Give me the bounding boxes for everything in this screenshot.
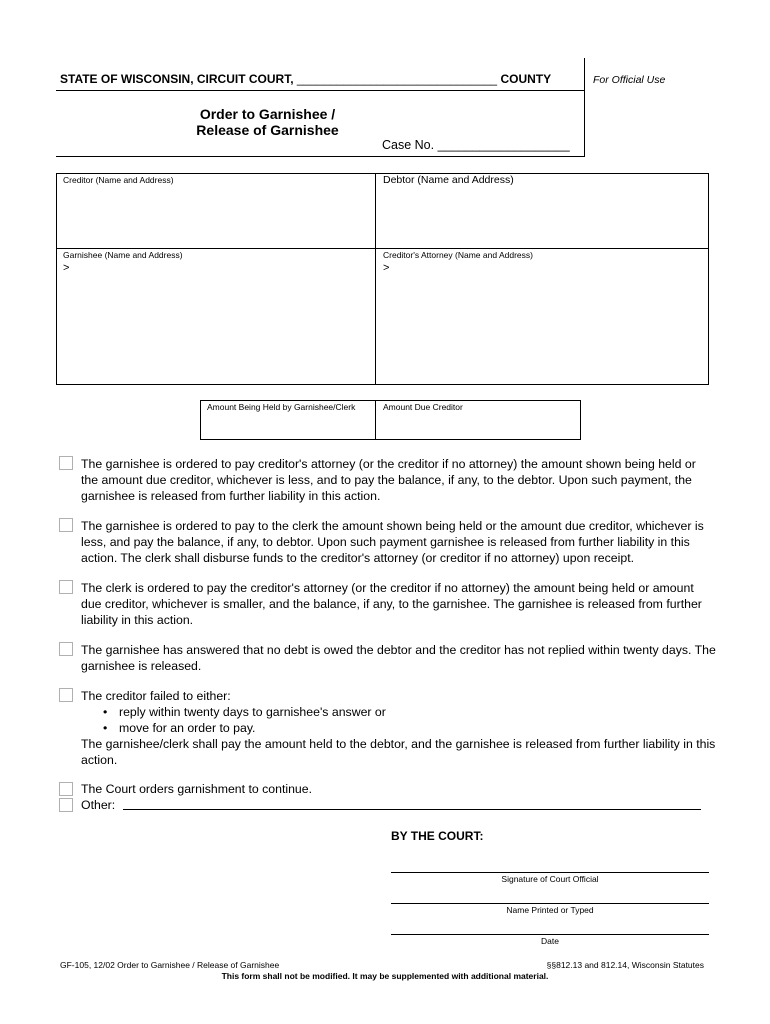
footer-statutes: §§812.13 and 812.14, Wisconsin Statutes xyxy=(546,960,704,970)
option-creditor-failed-bullet-1: • reply within twenty days to garnishee's answer or xyxy=(101,704,716,720)
garnishee-label: Garnishee (Name and Address) xyxy=(63,250,183,260)
by-the-court: BY THE COURT: xyxy=(391,829,484,843)
option-pay-clerk-checkbox[interactable] xyxy=(59,518,73,532)
option-other-label: Other: xyxy=(81,798,116,812)
option-continue-text: The Court orders garnishment to continue. xyxy=(81,782,313,796)
option-creditor-failed-intro: The creditor failed to either: xyxy=(81,689,231,703)
case-no-field[interactable]: ___________________ xyxy=(437,138,570,152)
parties-row-divider xyxy=(56,248,708,249)
signature-label: Signature of Court Official xyxy=(501,874,599,884)
county-blank[interactable]: ______________________________ xyxy=(296,72,498,86)
creditor-field[interactable] xyxy=(57,186,374,247)
amount-held-field[interactable] xyxy=(201,414,374,438)
other-input-line[interactable] xyxy=(123,809,701,810)
case-number xyxy=(382,138,570,152)
parties-col-divider xyxy=(375,173,376,384)
option-no-debt-paragraph: The garnishee has answered that no debt is owed the debtor and the creditor has not replied within twenty days. The garnishee is released. xyxy=(81,643,716,673)
option-creditor-failed-bullet-2: • move for an order to pay. xyxy=(101,720,716,736)
form-title-line2: Release of Garnishee xyxy=(196,122,339,138)
official-use-divider xyxy=(584,58,585,156)
name-printed-label: Name Printed or Typed xyxy=(506,905,594,915)
option-clerk-pay-checkbox[interactable] xyxy=(59,580,73,594)
amount-held-label: Amount Being Held by Garnishee/Clerk xyxy=(207,402,356,412)
option-continue-checkbox[interactable] xyxy=(59,782,73,796)
creditor-label: Creditor (Name and Address) xyxy=(63,175,174,185)
form-title-line1: Order to Garnishee / xyxy=(199,106,336,122)
date-line[interactable] xyxy=(391,934,709,935)
creditor-attorney-label: Creditor's Attorney (Name and Address) xyxy=(383,250,533,260)
amount-due-label: Amount Due Creditor xyxy=(383,402,463,412)
option-pay-clerk-paragraph: The garnishee is ordered to pay to the clerk the amount shown being held or the amount due creditor, whichever is less, and pay the balance, if any, to debtor. Upon such payment garnishee is released from further liability in this action. The clerk shall disburse funds to the creditor's attorney (or creditor if no attorney) upon receipt. xyxy=(81,519,704,565)
footer-form-id: GF-105, 12/02 Order to Garnishee / Release of Garnishee xyxy=(60,960,280,970)
debtor-field[interactable] xyxy=(377,188,706,247)
footer-notice: This form shall not be modified. It may be supplemented with additional material. xyxy=(221,971,549,981)
option-pay-creditor-text xyxy=(81,456,716,504)
option-pay-creditor-paragraph: The garnishee is ordered to pay creditor's attorney (or the creditor if no attorney) the amount shown being held or the amount due creditor, whichever is less, and to pay the balance, if any, to the debtor. Upon such payment, the garnishee is released from further liability in this action. xyxy=(81,457,696,503)
option-other-checkbox[interactable] xyxy=(59,798,73,812)
date-label: Date xyxy=(541,936,559,946)
header-bottom-rule xyxy=(56,156,585,157)
option-clerk-pay-text xyxy=(81,580,716,628)
debtor-label: Debtor (Name and Address) xyxy=(383,174,514,186)
garnishee-field[interactable] xyxy=(57,262,374,382)
signature-line[interactable] xyxy=(391,872,709,873)
option-clerk-pay-paragraph: The clerk is ordered to pay the creditor's attorney (or the creditor if no attorney) the amount being held or amount due creditor, whichever is smaller, and the balance, if any, to the garnishee. The garnishee is released from further liability in this action. xyxy=(81,581,702,627)
option-no-debt-text xyxy=(81,642,716,674)
option-pay-creditor-checkbox[interactable] xyxy=(59,456,73,470)
case-no-label: Case No. xyxy=(382,138,435,152)
option-creditor-failed-text xyxy=(81,688,716,768)
option-no-debt-checkbox[interactable] xyxy=(59,642,73,656)
official-use-label: For Official Use xyxy=(593,74,666,86)
header-divider xyxy=(56,90,584,91)
garnishee-arrow: > xyxy=(63,262,70,274)
amount-due-field[interactable] xyxy=(377,414,578,438)
creditor-attorney-field[interactable] xyxy=(377,262,706,382)
county-label: COUNTY xyxy=(497,72,552,86)
name-printed-line[interactable] xyxy=(391,903,709,904)
option-creditor-failed-checkbox[interactable] xyxy=(59,688,73,702)
amounts-col-divider xyxy=(375,400,376,440)
creditor-attorney-arrow: > xyxy=(383,262,390,274)
option-creditor-failed-outro: The garnishee/clerk shall pay the amount held to the debtor, and the garnishee is released from further liability in this action. xyxy=(81,737,716,767)
court-prefix: STATE OF WISCONSIN, CIRCUIT COURT, xyxy=(60,72,297,86)
option-pay-clerk-text xyxy=(81,518,716,566)
court-heading xyxy=(60,72,551,86)
